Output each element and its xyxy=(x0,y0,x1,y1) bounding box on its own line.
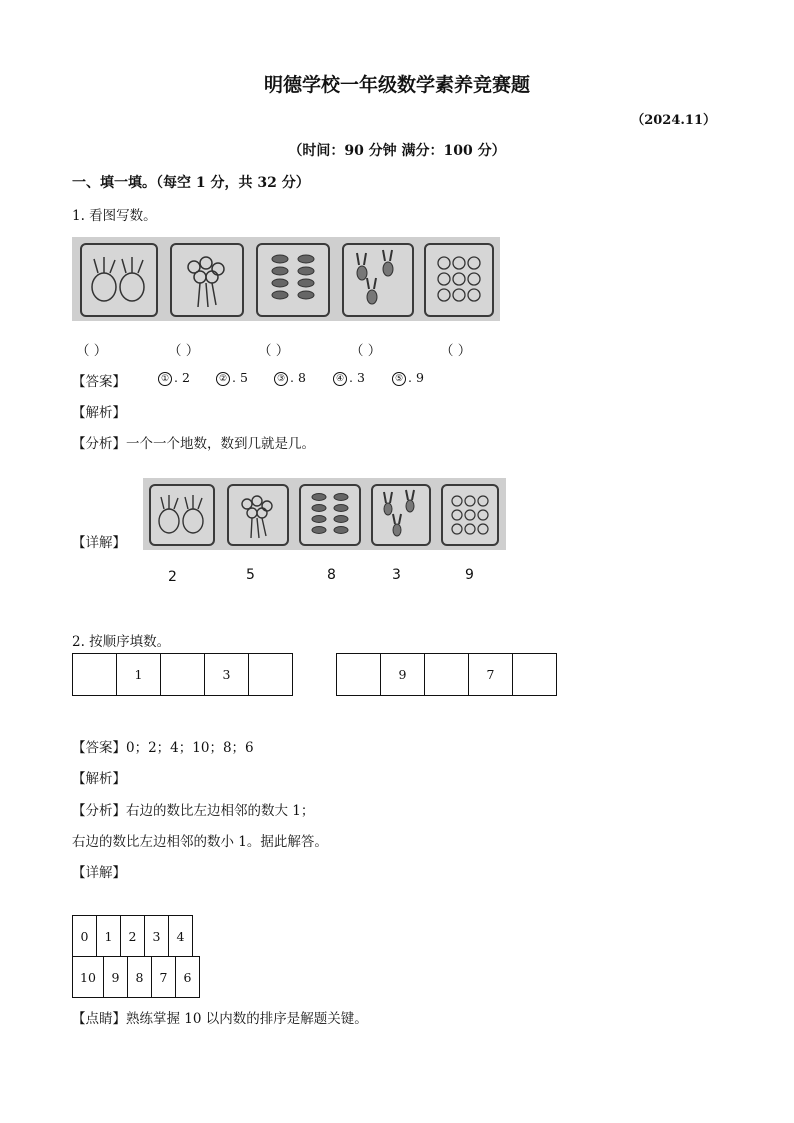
answer-item: ④ . 3 xyxy=(333,370,365,386)
time-score-info: （时间：90 分钟 满分：100 分） xyxy=(288,143,506,159)
handwritten-number: 9 xyxy=(465,567,474,583)
detail-tag: 【详解】 xyxy=(72,865,126,881)
grid-cell: 7 xyxy=(152,957,176,998)
grid-cell: 3 xyxy=(205,654,249,696)
answer-item: ⑤ . 9 xyxy=(392,370,424,386)
rabbit-panel xyxy=(371,484,431,546)
radish-icon xyxy=(151,486,213,544)
grid-cell: 0 xyxy=(73,916,97,957)
key-point-text: 【点睛】熟练掌握 10 以内数的排序是解题关键。 xyxy=(72,1011,368,1027)
detail-grid-row2 xyxy=(72,956,200,998)
grid-cell: 2 xyxy=(121,916,145,957)
answer-blank: （ ） xyxy=(350,343,382,359)
strawberry-icon xyxy=(426,245,492,315)
answer-item: ③ . 8 xyxy=(274,370,306,386)
grid-cell: 9 xyxy=(104,957,128,998)
grid-cell xyxy=(161,654,205,696)
strawberry-panel xyxy=(441,484,499,546)
analysis-text: 右边的数比左边相邻的数小 1。据此解答。 xyxy=(72,834,328,850)
fish-icon xyxy=(301,486,359,544)
grid-cell xyxy=(337,654,381,696)
counting-picture-strip xyxy=(72,237,500,321)
analysis-tag: 【解析】 xyxy=(72,405,126,421)
analysis-text: 【分析】一个一个地数，数到几就是几。 xyxy=(72,436,315,452)
detail-picture-strip xyxy=(143,478,506,550)
answer-blank: （ ） xyxy=(440,343,472,359)
grid-cell: 3 xyxy=(145,916,169,957)
grid-cell: 4 xyxy=(169,916,193,957)
answer-blank: （ ） xyxy=(168,343,200,359)
detail-tag: 【详解】 xyxy=(72,535,126,551)
sequence-grid-right xyxy=(336,653,557,696)
answer-blank: （ ） xyxy=(76,343,108,359)
grid-cell: 7 xyxy=(469,654,513,696)
flower-panel xyxy=(170,243,244,317)
analysis-text: 【分析】右边的数比左边相邻的数大 1； xyxy=(72,803,315,819)
rabbit-icon xyxy=(344,245,412,315)
handwritten-number: 5 xyxy=(246,567,255,583)
page-title: 明德学校一年级数学素养竞赛题 xyxy=(263,74,530,96)
handwritten-number: 3 xyxy=(392,567,401,583)
answer-blank: （ ） xyxy=(258,343,290,359)
radish-panel xyxy=(80,243,158,317)
grid-cell xyxy=(73,654,117,696)
handwritten-number: 2 xyxy=(168,569,177,585)
handwritten-number: 8 xyxy=(327,567,336,583)
flower-icon xyxy=(229,486,287,544)
grid-cell: 1 xyxy=(97,916,121,957)
grid-cell: 10 xyxy=(73,957,104,998)
answer-tag: 【答案】 xyxy=(72,374,126,390)
flower-panel xyxy=(227,484,289,546)
q1-prompt: 1. 看图写数。 xyxy=(72,208,157,224)
rabbit-panel xyxy=(342,243,414,317)
fish-icon xyxy=(258,245,328,315)
fish-panel xyxy=(299,484,361,546)
detail-grid-row1 xyxy=(72,915,193,957)
q2-answer: 【答案】0；2；4；10；8；6 xyxy=(72,740,254,756)
q2-prompt: 2. 按顺序填数。 xyxy=(72,634,171,650)
strawberry-icon xyxy=(443,486,497,544)
grid-cell xyxy=(249,654,293,696)
grid-cell: 6 xyxy=(176,957,200,998)
flower-icon xyxy=(172,245,242,315)
grid-cell xyxy=(425,654,469,696)
answer-item: ② . 5 xyxy=(216,370,248,386)
section-heading: 一、填一填。（每空 1 分，共 32 分） xyxy=(72,175,310,191)
analysis-tag: 【解析】 xyxy=(72,771,126,787)
answer-item: ① . 2 xyxy=(158,370,190,386)
rabbit-icon xyxy=(373,486,429,544)
radish-icon xyxy=(82,245,156,315)
grid-cell xyxy=(513,654,557,696)
sequence-grid-left xyxy=(72,653,293,696)
exam-date: （2024.11） xyxy=(631,113,716,128)
grid-cell: 9 xyxy=(381,654,425,696)
radish-panel xyxy=(149,484,215,546)
strawberry-panel xyxy=(424,243,494,317)
grid-cell: 8 xyxy=(128,957,152,998)
fish-panel xyxy=(256,243,330,317)
grid-cell: 1 xyxy=(117,654,161,696)
